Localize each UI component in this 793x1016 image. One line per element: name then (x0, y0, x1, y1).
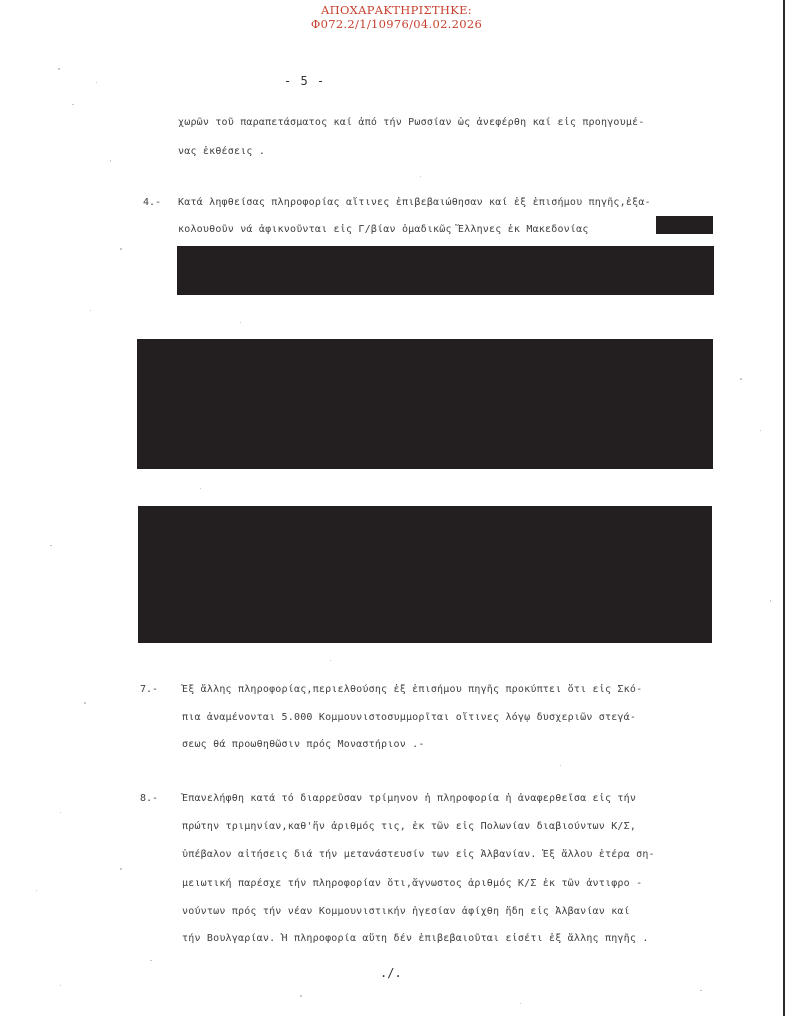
text-line: χωρῶν τοῦ παραπετάσματος καί ἀπό τήν Ρωσσίαν ὡς ἀνεφέρθη καί εἰς προηγουμέ- (178, 117, 645, 128)
text-line: Κατά ληφθείσας πληροφορίας αἵτινες ἐπιβεβαιώθησαν καί ἐξ ἐπισήμου πηγῆς,ἐξα- (178, 197, 651, 208)
text-line: νούντων πρός τήν νέαν Κομμουνιστικήν ἡγεσίαν ἀφίχθη ἤδη εἰς Ἀλβανίαν καί (182, 906, 630, 917)
text-line: πια ἀναμένονται 5.000 Κομμουνιστοσυμμορῖται οἵτινες λόγῳ δυσχεριῶν στεγά- (182, 712, 637, 723)
redaction-block (177, 246, 714, 295)
text-line: τήν Βουλγαρίαν. Ἡ πληροφορία αὕτη δέν ἐπιβεβαιοῦται εἰσέτι ἐξ ἄλλης πηγῆς . (182, 933, 649, 944)
text-line: κολουθοῦν νά ἀφικνοῦνται εἰς Γ/βίαν ὁμαδικῶς Ἕλληνες ἐκ Μακεδονίας (178, 224, 589, 235)
declassification-stamp (0, 3, 793, 31)
redaction-block (656, 216, 713, 234)
page-edge (783, 0, 785, 1016)
stamp-line-1: ΑΠΟΧΑΡΑΚΤΗΡΙΣΤΗΚΕ: (321, 3, 472, 17)
text-line: πρώτην τριμηνίαν,καθ'ἥν ἀριθμός τις, ἐκ τῶν εἰς Πολωνίαν διαβιούντων Κ/Σ, (182, 821, 637, 832)
stamp-line-2: Φ072.2/1/10976/04.02.2026 (310, 17, 483, 31)
paragraph-number: 4.- (143, 197, 162, 208)
text-line: μειωτική παρέσχε τήν πληροφορίαν ὅτι,ἄγνωστος ἀριθμός Κ/Σ ἐκ τῶν ἀντιφρο - (182, 878, 643, 889)
text-line: ὑπέβαλον αἰτήσεις διά τήν μετανάστευσίν των εἰς Ἀλβανίαν. Ἐξ ἄλλου ἑτέρα ση- (182, 849, 655, 860)
redaction-block (137, 339, 713, 469)
continuation-mark: ./. (380, 966, 402, 980)
paragraph-number: 8.- (140, 793, 159, 804)
page-number: - 5 - (284, 74, 326, 88)
paragraph-number: 7.- (140, 684, 159, 695)
text-line: Ἐξ ἄλλης πληροφορίας,περιελθούσης ἐξ ἐπισήμου πηγῆς προκύπτει ὅτι εἰς Σκό- (182, 684, 643, 695)
text-line: σεως θά προωθηθῶσιν πρός Μοναστήριον .- (182, 739, 425, 750)
text-line: Ἐπανελήφθη κατά τό διαρρεῦσαν τρίμηνον ἡ πληροφορία ἡ ἀναφερθεῖσα εἰς τήν (182, 793, 637, 804)
text-line: νας ἐκθέσεις . (178, 146, 266, 157)
redaction-block (138, 506, 712, 643)
